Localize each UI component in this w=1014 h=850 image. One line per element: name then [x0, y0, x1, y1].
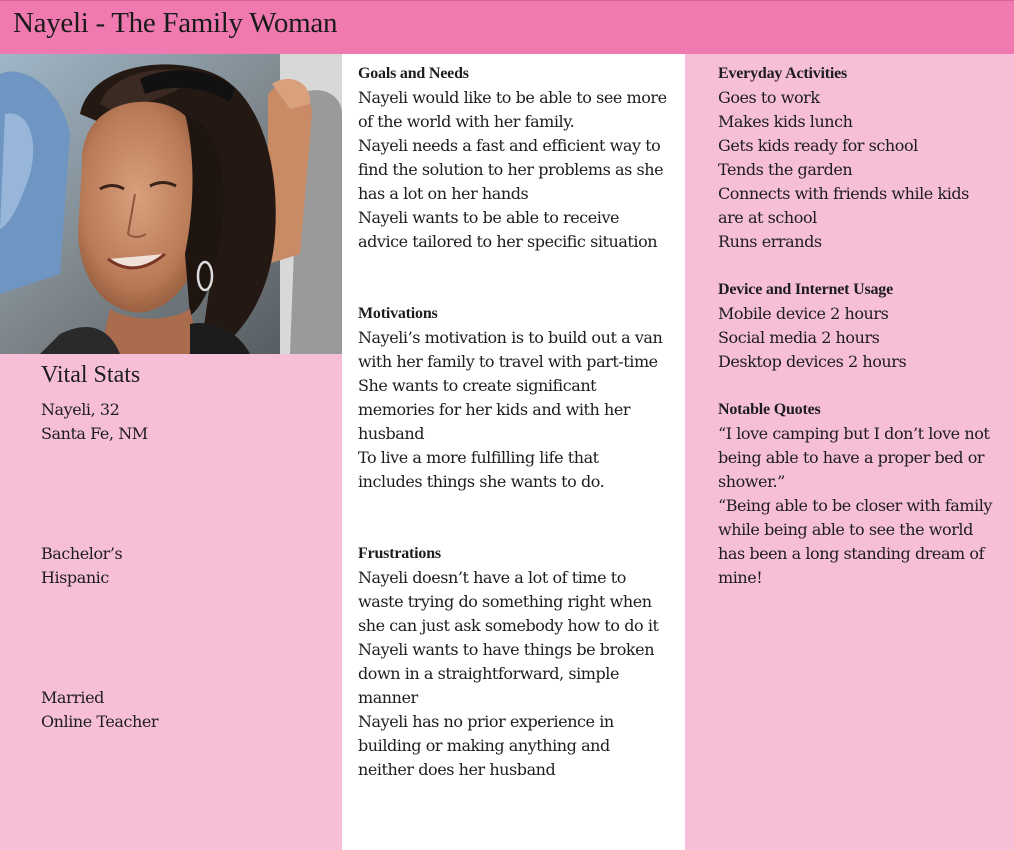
- frustrations-line: down in a straightforward, simple: [358, 664, 619, 683]
- stat-marital-status: Married: [41, 688, 104, 707]
- activity-item: Runs errands: [718, 232, 822, 251]
- vital-stats-group-life: [41, 686, 158, 734]
- motivations-line: with her family to travel with part-time: [358, 352, 658, 371]
- frustrations-line: Nayeli has no prior experience in: [358, 712, 614, 731]
- goals-line: find the solution to her problems as she: [358, 160, 664, 179]
- vital-stats-group-background: [41, 542, 122, 590]
- activity-item: Goes to work: [718, 88, 820, 107]
- frustrations-line: Nayeli wants to have things be broken: [358, 640, 655, 659]
- motivations-section: [358, 302, 680, 494]
- activity-item: Tends the garden: [718, 160, 853, 179]
- stat-occupation: Online Teacher: [41, 712, 159, 731]
- quote-line: has been a long standing dream of: [718, 544, 985, 563]
- frustrations-heading: Frustrations: [358, 545, 441, 562]
- persona-photo: [0, 54, 342, 354]
- left-column: [0, 54, 342, 850]
- quote-line: “I love camping but I don’t love not: [718, 424, 990, 443]
- activity-item: Gets kids ready for school: [718, 136, 918, 155]
- quote-line: mine!: [718, 568, 763, 587]
- goals-line: Nayeli would like to be able to see more: [358, 88, 667, 107]
- quote-line: while being able to see the world: [718, 520, 973, 539]
- everyday-activities-heading: Everyday Activities: [718, 65, 848, 82]
- title-bar: [0, 0, 1014, 54]
- motivations-line: includes things she wants to do.: [358, 472, 605, 491]
- stat-ethnicity: Hispanic: [41, 568, 109, 587]
- notable-quotes-heading: Notable Quotes: [718, 401, 821, 418]
- motivations-line: She wants to create significant: [358, 376, 597, 395]
- activity-item: Makes kids lunch: [718, 112, 853, 131]
- device-usage-section: [718, 278, 1012, 374]
- persona-title: Nayeli - The Family Woman: [13, 7, 338, 39]
- quote-line: being able to have a proper bed or: [718, 448, 985, 467]
- stat-location: Santa Fe, NM: [41, 424, 148, 443]
- motivations-line: Nayeli’s motivation is to build out a van: [358, 328, 663, 347]
- activity-item: Connects with friends while kids: [718, 184, 969, 203]
- middle-column: [342, 54, 685, 850]
- vital-stats-heading: Vital Stats: [41, 362, 141, 388]
- goals-line: Nayeli needs a fast and efficient way to: [358, 136, 661, 155]
- frustrations-line: she can just ask somebody how to do it: [358, 616, 659, 635]
- goals-line: has a lot on her hands: [358, 184, 529, 203]
- motivations-line: memories for her kids and with her: [358, 400, 631, 419]
- stat-education: Bachelor’s: [41, 544, 123, 563]
- frustrations-line: neither does her husband: [358, 760, 556, 779]
- motivations-line: To live a more fulfilling life that: [358, 448, 599, 467]
- goals-line: advice tailored to her specific situation: [358, 232, 658, 251]
- goals-line: Nayeli wants to be able to receive: [358, 208, 620, 227]
- quote-line: “Being able to be closer with family: [718, 496, 993, 515]
- device-usage-item: Social media 2 hours: [718, 328, 880, 347]
- everyday-activities-section: [718, 62, 1012, 254]
- motivations-heading: Motivations: [358, 305, 438, 322]
- right-column: [685, 54, 1014, 850]
- device-usage-item: Desktop devices 2 hours: [718, 352, 907, 371]
- frustrations-line: manner: [358, 688, 418, 707]
- frustrations-section: [358, 542, 680, 782]
- frustrations-line: Nayeli doesn’t have a lot of time to: [358, 568, 626, 587]
- vital-stats-group-demographics: [41, 398, 148, 446]
- frustrations-line: waste trying do something right when: [358, 592, 652, 611]
- activity-item: are at school: [718, 208, 817, 227]
- quote-line: shower.”: [718, 472, 785, 491]
- stat-name-age: Nayeli, 32: [41, 400, 120, 419]
- frustrations-line: building or making anything and: [358, 736, 610, 755]
- goals-line: of the world with her family.: [358, 112, 575, 131]
- device-usage-item: Mobile device 2 hours: [718, 304, 889, 323]
- device-usage-heading: Device and Internet Usage: [718, 281, 893, 298]
- goals-heading: Goals and Needs: [358, 65, 469, 82]
- goals-section: [358, 62, 680, 254]
- portrait-image: [0, 54, 342, 354]
- notable-quotes-section: [718, 398, 1012, 590]
- motivations-line: husband: [358, 424, 424, 443]
